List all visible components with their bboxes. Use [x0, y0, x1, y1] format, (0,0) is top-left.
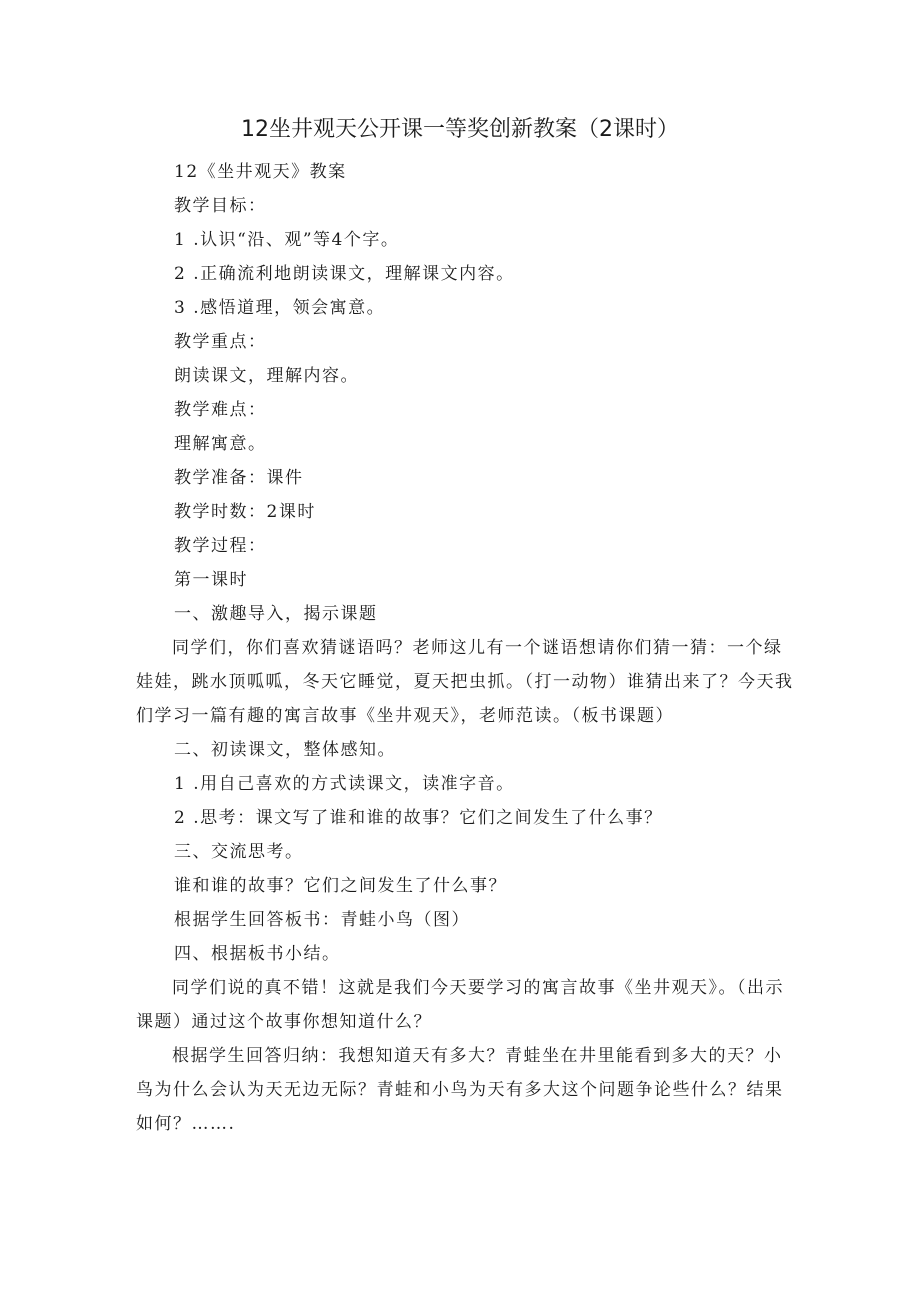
step-item-1: 1 .用自己喜欢的方式读课文，读准字音。 — [174, 774, 515, 794]
lesson-heading: 12《坐井观天》教案 — [174, 162, 347, 182]
section-1-heading: 一、激趣导入，揭示课题 — [174, 604, 378, 624]
goal-item-2: 2 .正确流利地朗读课文，理解课文内容。 — [174, 264, 515, 284]
difficulty-text: 理解寓意。 — [174, 434, 267, 454]
process-heading: 教学过程： — [174, 536, 267, 556]
discussion-question: 谁和谁的故事？它们之间发生了什么事？ — [174, 876, 507, 896]
section-2-heading: 二、初读课文，整体感知。 — [174, 740, 396, 760]
document-body — [136, 155, 796, 1141]
conclusion-paragraph: 根据学生回答归纳：我想知道天有多大？青蛙坐在井里能看到多大的天？小鸟为什么会认为天无边无际？青蛙和小鸟为天有多大这个问题争论些什么？结果如何？……. — [136, 1046, 784, 1134]
preparation-line: 教学准备：课件 — [174, 468, 304, 488]
duration-line: 教学时数：2课时 — [174, 502, 316, 522]
first-lesson-heading: 第一课时 — [174, 570, 248, 590]
key-points-heading: 教学重点： — [174, 332, 267, 352]
summary-paragraph: 同学们说的真不错！这就是我们今天要学习的寓言故事《坐井观天》。（出示课题）通过这个故事你想知道什么？ — [136, 978, 784, 1032]
section-4-heading: 四、根据板书小结。 — [174, 944, 341, 964]
section-3-heading: 三、交流思考。 — [174, 842, 304, 862]
key-points-text: 朗读课文，理解内容。 — [174, 366, 359, 386]
document-title: 12坐井观天公开课一等奖创新教案（2课时） — [241, 117, 679, 142]
goal-item-1: 1 .认识“沿、观”等4个字。 — [174, 230, 400, 250]
intro-paragraph: 同学们，你们喜欢猜谜语吗？老师这儿有一个谜语想请你们猜一猜：一个绿娃娃，跳水顶呱呱，冬天它睡觉，夏天把虫抓。（打一动物）谁猜出来了？今天我们学习一篇有趣的寓言故事《坐井观天》，老师范读。（板书课题） — [136, 638, 794, 726]
board-note: 根据学生回答板书：青蛙小鸟（图） — [174, 910, 470, 930]
step-item-2: 2 .思考：课文写了谁和谁的故事？它们之间发生了什么事？ — [174, 808, 663, 828]
difficulty-heading: 教学难点： — [174, 400, 267, 420]
goal-item-3: 3 .感悟道理，领会寓意。 — [174, 298, 386, 318]
goals-heading: 教学目标： — [174, 196, 267, 216]
